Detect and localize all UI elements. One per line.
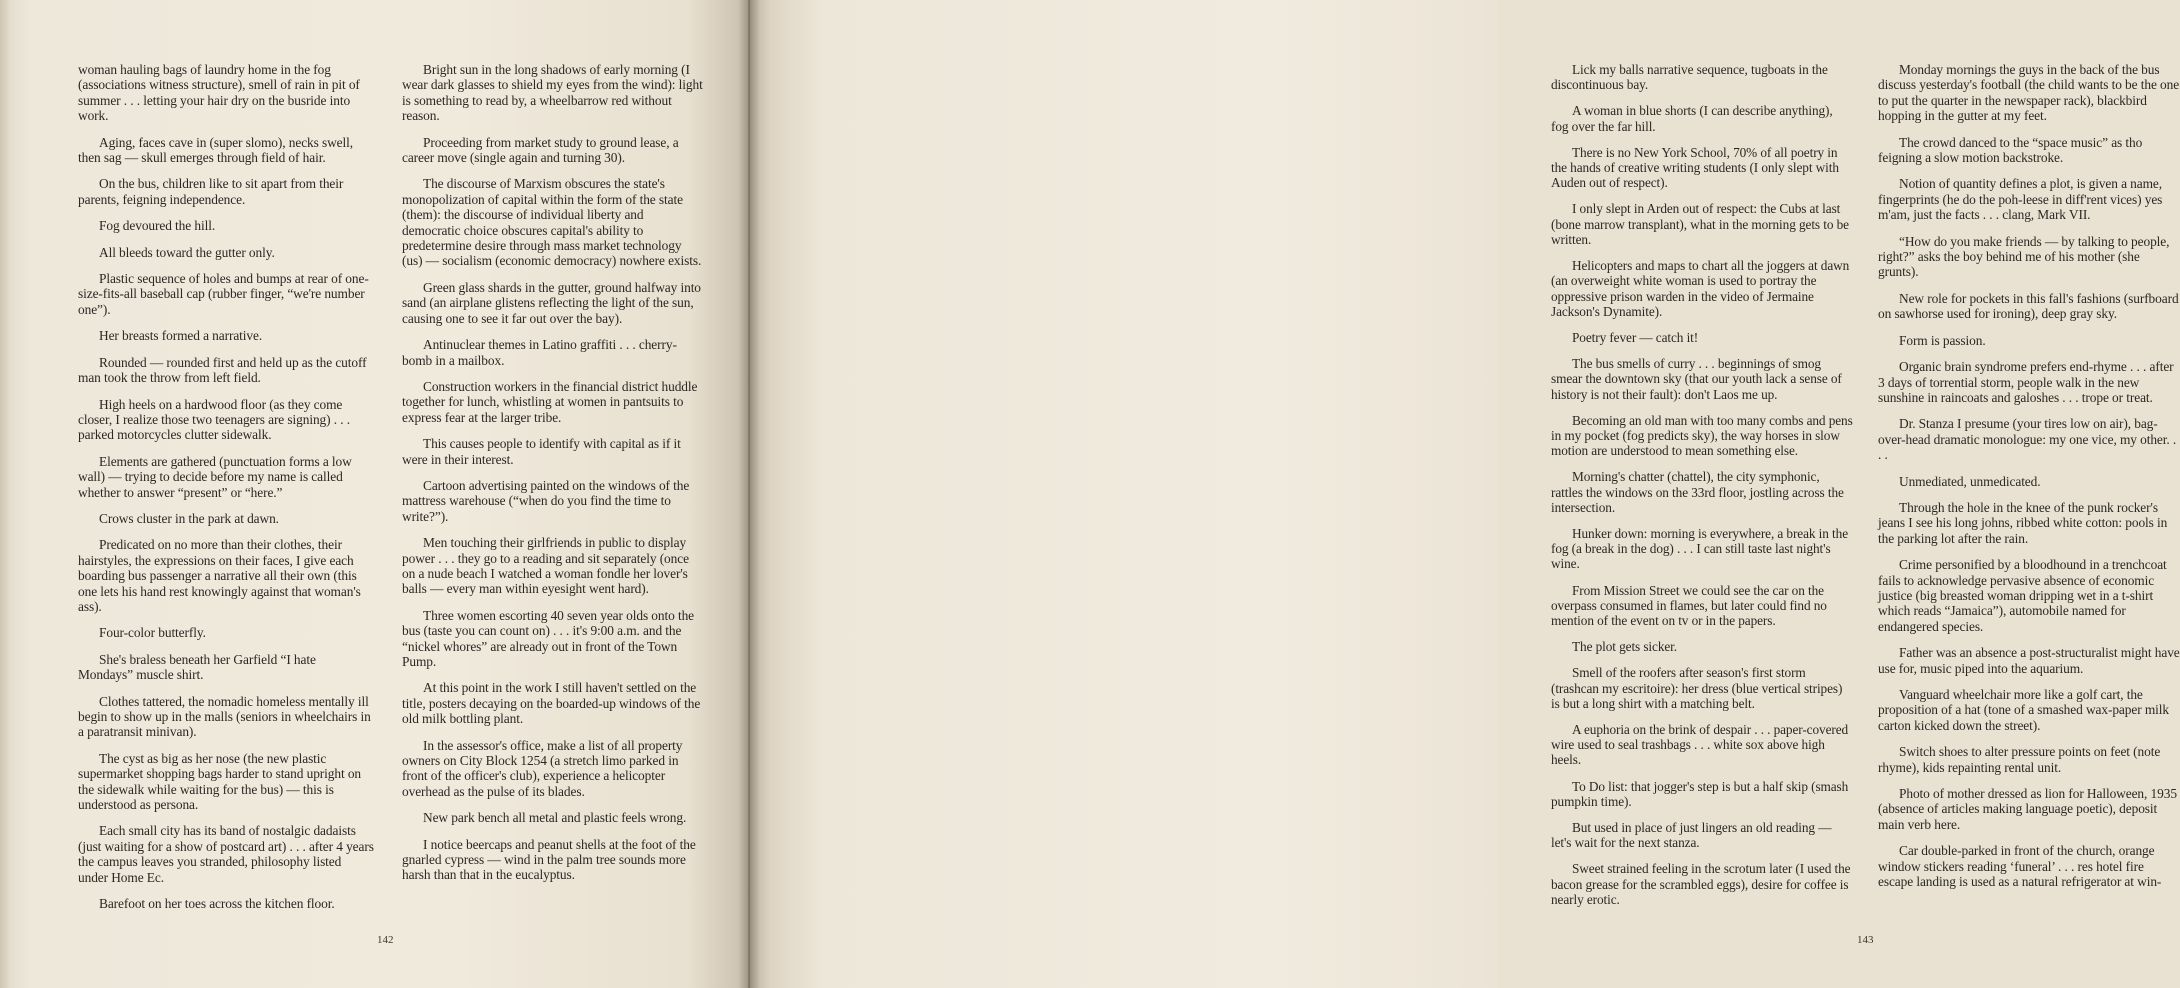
- paragraph: Barefoot on her toes across the kitchen floor.: [99, 896, 335, 912]
- paragraph: Aging, faces cave in (super slomo), necks swell, then sag — skull emerges through field of hair.: [78, 134, 354, 166]
- paragraph: The crowd danced to the “space music” as tho feigning a slow motion backstroke.: [1878, 134, 2143, 166]
- paragraph: I notice beercaps and peanut shells at the foot of the gnarled cypress — wind in the palm tree sounds more harsh than that in the eucalyptus.: [402, 836, 696, 883]
- paragraph: The cyst as big as her nose (the new plastic supermarket shopping bags harder to stand upright on the sidewalk while waiting for the bus) — this is understood as persona.: [78, 750, 362, 813]
- paragraph: Green glass shards in the gutter, ground halfway into sand (an airplane glistens reflecting the light of the sun, causing one to see it far out over the bay).: [402, 279, 701, 326]
- paragraph: Poetry fever — catch it!: [1572, 329, 1699, 345]
- paragraph: “How do you make friends — by talking to people, right?” asks the boy behind me of his mother (she grunts).: [1878, 233, 2170, 280]
- paragraph: Four-color butterfly.: [99, 625, 206, 641]
- paragraph: Car double-parked in front of the church, orange window stickers reading ‘funeral’ . . . res hotel fire escape landing is used as a natural refrigerator at win-: [1878, 843, 2162, 890]
- paragraph: Unmediated, unmedicated.: [1899, 473, 2041, 489]
- paragraph: Her breasts formed a narrative.: [99, 328, 263, 344]
- paragraph: She's braless beneath her Garfield “I hate Mondays” muscle shirt.: [78, 651, 316, 683]
- page-number-right: 143: [1857, 934, 1874, 946]
- paragraph: All bleeds toward the gutter only.: [99, 244, 275, 260]
- paragraph: Smell of the roofers after season's first storm (trashcan my escritoire): her dress (blue vertical stripes) is but a long shirt with a matching belt.: [1551, 665, 1843, 711]
- paragraph: Photo of mother dressed as lion for Halloween, 1935 (absence of articles making language poetic), deposit main verb here.: [1878, 786, 2177, 832]
- paragraph: The plot gets sicker.: [1572, 639, 1677, 655]
- paragraph: In the assessor's office, make a list of all property owners on City Block 1254 (a stretch limo parked in front of the officer's club), experience a helicopter overhead as the pulse of its blades.: [402, 737, 683, 799]
- paragraph: On the bus, children like to sit apart from their parents, feigning independence.: [78, 176, 344, 207]
- paragraph: Construction workers in the financial district huddle together for lunch, whistling at women in pantsuits to express fear at the larger tribe.: [402, 378, 698, 425]
- paragraph: Three women escorting 40 seven year olds onto the bus (taste you can count on) . . . it's 9:00 a.m. and the “nickel whores” are already out in front of the Town Pump.: [402, 607, 695, 669]
- paragraph: But used in place of just lingers an old reading — let's wait for the next stanza.: [1551, 819, 1832, 851]
- paragraph: Proceeding from market study to ground lease, a career move (single again and turning 30).: [402, 134, 679, 166]
- paragraph: Father was an absence a post-structuralist might have use for, music piped into the aquarium.: [1878, 645, 2180, 676]
- paragraph: Vanguard wheelchair more like a golf cart, the proposition of a hat (tone of a smashed wax-paper milk carton kicked down the street).: [1878, 687, 2169, 733]
- paragraph: Lick my balls narrative sequence, tugboats in the discontinuous bay.: [1551, 62, 1828, 93]
- paragraph: Crows cluster in the park at dawn.: [99, 510, 279, 526]
- paragraph: Rounded — rounded first and held up as the cutoff man took the throw from left field.: [78, 354, 367, 386]
- right-page: [748, 0, 2180, 988]
- left-page: [0, 0, 748, 988]
- paragraph: New park bench all metal and plastic feels wrong.: [423, 810, 687, 826]
- paragraph: Sweet strained feeling in the scrotum later (I used the bacon grease for the scrambled eggs), desire for coffee is nearly erotic.: [1551, 861, 1851, 907]
- paragraph: Notion of quantity defines a plot, is given a name, fingerprints (he do the poh-leese in diff'rent vices) yes m'am, just the facts . . . clang, Mark VII.: [1878, 176, 2163, 223]
- paragraph: Crime personified by a bloodhound in a trenchcoat fails to acknowledge pervasive absence of economic justice (big breasted woman dripping wet in a t-shirt which reads “Jamaica”), automobile named for endangered species.: [1878, 557, 2167, 634]
- paragraph: Helicopters and maps to chart all the joggers at dawn (an overweight white woman is used to portray the oppressive prison warden in the video of Jermaine Jackson's Dynamite).: [1551, 258, 1850, 319]
- paragraph: Each small city has its band of nostalgic dadaists (just waiting for a show of postcard art) . . . after 4 years the campus leaves you stranded, philosophy listed under Home Ec.: [78, 823, 374, 885]
- paragraph: A woman in blue shorts (I can describe anything), fog over the far hill.: [1551, 103, 1833, 134]
- paragraph: Fog devoured the hill.: [99, 218, 216, 234]
- paragraph: Hunker down: morning is everywhere, a break in the fog (a break in the dog) . . . I can still taste last night's wine.: [1551, 525, 1848, 572]
- page-number-left: 142: [377, 934, 394, 946]
- paragraph: Through the hole in the knee of the punk rocker's jeans I see his long johns, ribbed white cotton: pools in the parking lot after the rain.: [1878, 499, 2168, 546]
- paragraph: Bright sun in the long shadows of early morning (I wear dark glasses to shield my eyes from the wind): light is something to read by, a wheelbarrow red without reason.: [402, 62, 703, 124]
- paragraph: Predicated on no more than their clothes, their hairstyles, the expressions on their faces, I give each boarding bus passenger a narrative all their own (this one lets his hand rest knowingly against that woman's ass).: [78, 537, 361, 614]
- paragraph: Organic brain syndrome prefers end-rhyme . . . after 3 days of torrential storm, people walk in the new sunshine in raincoats and galoshes . . . trope or treat.: [1878, 359, 2174, 405]
- column-3: [1551, 62, 1853, 918]
- book-gutter: [738, 0, 760, 988]
- paragraph: To Do list: that jogger's step is but a half skip (smash pumpkin time).: [1551, 778, 1849, 809]
- paragraph: From Mission Street we could see the car on the overpass consumed in flames, but later could find no mention of the event on tv or in the papers.: [1551, 582, 1827, 629]
- paragraph: There is no New York School, 70% of all poetry in the hands of creative writing students (I only slept with Auden out of respect).: [1551, 144, 1839, 191]
- paragraph: High heels on a hardwood floor (as they come closer, I realize those two teenagers are signing) . . . parked motorcycles clutter sidewalk.: [78, 396, 350, 443]
- paragraph: Dr. Stanza I presume (your tires low on air), bag-over-head dramatic monologue: my one vice, my other. . . .: [1878, 416, 2177, 463]
- paragraph: Form is passion.: [1899, 332, 1986, 348]
- paragraph: Cartoon advertising painted on the windows of the mattress warehouse (“when do you find the time to write?”).: [402, 477, 690, 524]
- paragraph: Clothes tattered, the nomadic homeless mentally ill begin to show up in the malls (seniors in wheelchairs in a paratransit minivan).: [78, 693, 371, 740]
- paragraph: Plastic sequence of holes and bumps at rear of one-size-fits-all baseball cap (rubber finger, “we're number one”).: [78, 271, 369, 317]
- paragraph: Elements are gathered (punctuation forms a low wall) — trying to decide before my name is called whether to answer “present” or “here.”: [78, 453, 352, 500]
- paragraph: I only slept in Arden out of respect: the Cubs at last (bone marrow transplant), what in the morning gets to be written.: [1551, 201, 1849, 247]
- paragraph: Antinuclear themes in Latino graffiti . . . cherry-bomb in a mailbox.: [402, 337, 677, 368]
- column-2: [402, 62, 704, 894]
- paragraph: Monday mornings the guys in the back of the bus discuss yesterday's football (the child wants to be the one to put the quarter in the newspaper rack), blackbird hopping in the gutter at my feet.: [1878, 62, 2180, 124]
- paragraph: Becoming an old man with too many combs and pens in my pocket (fog predicts sky), the way horses in slow motion are understood to mean something else.: [1551, 412, 1853, 459]
- paragraph: At this point in the work I still haven't settled on the title, posters decaying on the boarded-up windows of the old milk bottling plant.: [402, 680, 701, 727]
- paragraph: Men touching their girlfriends in public to display power . . . they go to a reading and sit separately (once on a nude beach I watched a woman fondle her lover's balls — every man within eyesight went hard).: [402, 535, 689, 597]
- page-edge: [0, 0, 10, 988]
- paragraph: The discourse of Marxism obscures the state's monopolization of capital within the form of the state (them): the discourse of individual liberty and democratic choice obscures capital's ability to predetermine desire through mass market technology (us) — socialism (economic democracy) nowhere exists.: [402, 176, 702, 269]
- paragraph: Morning's chatter (chattel), the city symphonic, rattles the windows on the 33rd floor, jostling across the intersection.: [1551, 469, 1844, 515]
- paragraph: New role for pockets in this fall's fashions (surfboard on sawhorse used for ironing), deep gray sky.: [1878, 290, 2179, 322]
- paragraph: A euphoria on the brink of despair . . . paper-covered wire used to seal trashbags . . . white sox above high heels.: [1551, 721, 1849, 768]
- column-1: [78, 62, 374, 922]
- paragraph: This causes people to identify with capital as if it were in their interest.: [402, 436, 681, 467]
- paragraph: The bus smells of curry . . . beginnings of smog smear the downtown sky (that our youth lack a sense of history is not their fault): don't Laos me up.: [1551, 356, 1842, 402]
- paragraph: woman hauling bags of laundry home in the fog (associations witness structure), smell of rain in pit of summer . . . letting your hair dry on the busride into work.: [78, 62, 360, 124]
- paragraph: Switch shoes to alter pressure points on feet (note rhyme), kids repainting rental unit.: [1878, 744, 2161, 775]
- column-4: [1878, 62, 2180, 900]
